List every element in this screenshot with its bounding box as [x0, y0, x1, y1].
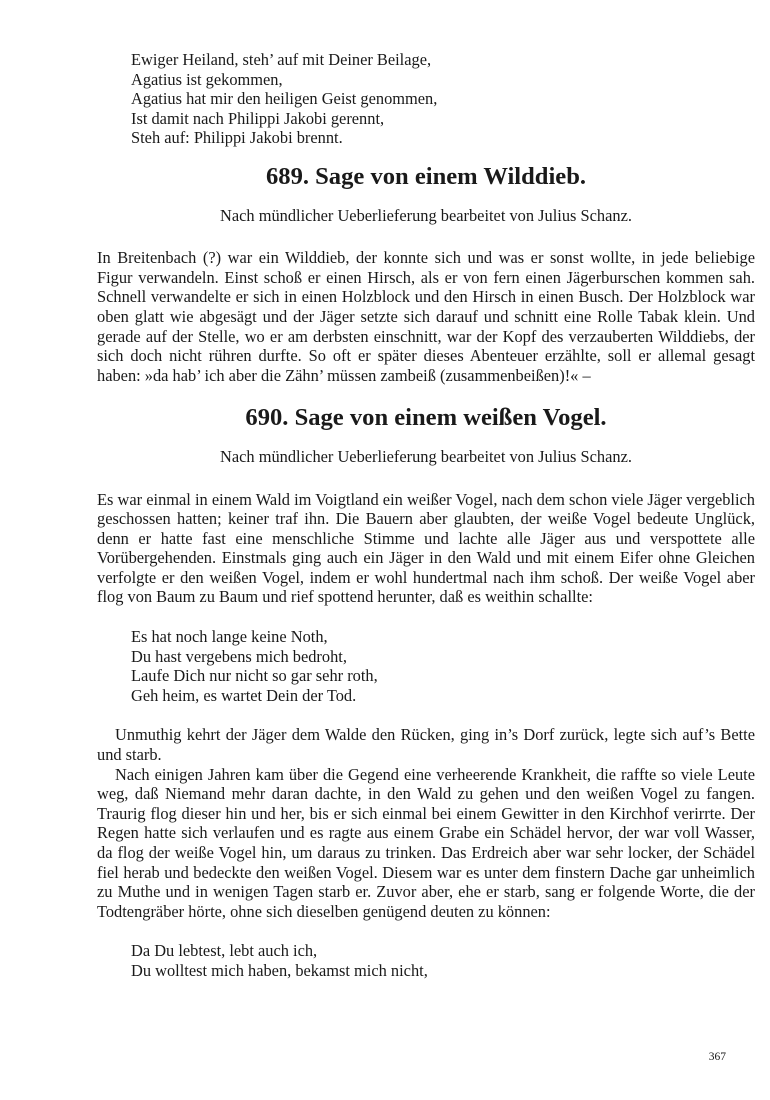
verse-line: Es hat noch lange keine Noth, [131, 627, 328, 647]
verse-line: Agatius ist gekommen, [131, 69, 283, 89]
verse-line: Da Du lebtest, lebt auch ich, [131, 941, 318, 961]
section-690-paragraph-3: Nach einigen Jahren kam über die Gegend eine verheerende Krankheit, die raffte so viele Leute weg, daß Niemand mehr daran dachte, in den Wald zu gehen und den weißen Vogel zu fangen. Traurig flog dieser hin und her, bis er sich einmal bei einem Gewitter in den Kirchhof verirrte. Der Regen hatte sich verlaufen und es ragte aus einem Grabe ein Schädel hervor, der war voll Wasser, da flog der weiße Vogel hin, um daraus zu trinken. Das Erdreich aber war sehr locker, der Schädel fiel herab und bedeckte den weißen Vogel. Diesem war es unter dem finstern Dache gar unheimlich zu Muthe und in wenigen Tagen starb er. Zuvor aber, ehe er starb, sang er folgende Worte, die der Todtengräber hörte, ohne sich dieselben genügend deuten zu können: [97, 764, 755, 921]
section-689-heading: 689. Sage von einem Wilddieb. [265, 162, 587, 190]
verse-line: Ist damit nach Philippi Jakobi gerennt, [131, 108, 385, 128]
section-689-paragraph: In Breitenbach (?) war ein Wilddieb, der konnte sich und was er sonst wollte, in jede beliebige Figur verwandeln. Einst schoß er einen Hirsch, als er von fern einen Jägerburschen kommen sah. Schnell verwandelte er sich in einen Holzblock und den Hirsch in einen Busch. Der Holzblock war oben glatt wie abgesägt und der Jäger setzte sich darauf und schnitt eine Rolle Tabak klein. Und gerade auf der Stelle, wo er am derbsten einschnitt, war der Kopf des verzauberten Wilddiebs, der sich doch nicht rühren durfte. So oft er später dieses Abenteuer erzählte, soll er allemal gesagt haben: »da hab’ ich aber die Zähn’ müssen zambeiß (zusammenbeißen)!« – [97, 248, 755, 385]
section-690-paragraph-2: Unmuthig kehrt der Jäger dem Walde den Rücken, ging in’s Dorf zurück, legte sich auf’s Bette und starb. [97, 725, 755, 765]
section-690-paragraph-1: Es war einmal in einem Wald im Voigtland ein weißer Vogel, nach dem schon viele Jäger vergeblich geschossen hatten; keiner traf ihn. Die Bauern aber glaubten, der weiße Vogel bedeute Unglück, denn er hatte fast eine menschliche Stimme und lachte alle Jäger aus und verspottete alle Vorübergehenden. Einstmals ging auch ein Jäger in den Wald und mit einem Eifer ohne Gleichen verfolgte er den weißen Vogel, indem er wohl hundertmal nach ihm schoß. Der weiße Vogel aber flog von Baum zu Baum und rief spottend herunter, daß es weithin schallte: [97, 489, 755, 607]
section-690-heading: 690. Sage von einem weißen Vogel. [245, 404, 607, 432]
section-689-source: Nach mündlicher Ueberlieferung bearbeitet von Julius Schanz. [220, 205, 632, 225]
verse-line: Ewiger Heiland, steh’ auf mit Deiner Beilage, [131, 50, 432, 69]
section-690-source: Nach mündlicher Ueberlieferung bearbeitet von Julius Schanz. [220, 446, 632, 466]
page-body [97, 50, 755, 981]
dying-song-verse [131, 941, 755, 980]
bird-song-verse [131, 627, 755, 705]
verse-line: Du hast vergebens mich bedroht, [131, 646, 347, 666]
verse-line: Steh auf: Philippi Jakobi brennt. [131, 128, 343, 148]
page-number: 367 [708, 1051, 726, 1063]
verse-line: Agatius hat mir den heiligen Geist genommen, [131, 89, 438, 109]
verse-line: Geh heim, es wartet Dein der Tod. [131, 685, 357, 705]
opening-verse [131, 50, 755, 148]
verse-line: Laufe Dich nur nicht so gar sehr roth, [131, 666, 378, 686]
verse-line: Du wolltest mich haben, bekamst mich nicht, [131, 960, 428, 980]
